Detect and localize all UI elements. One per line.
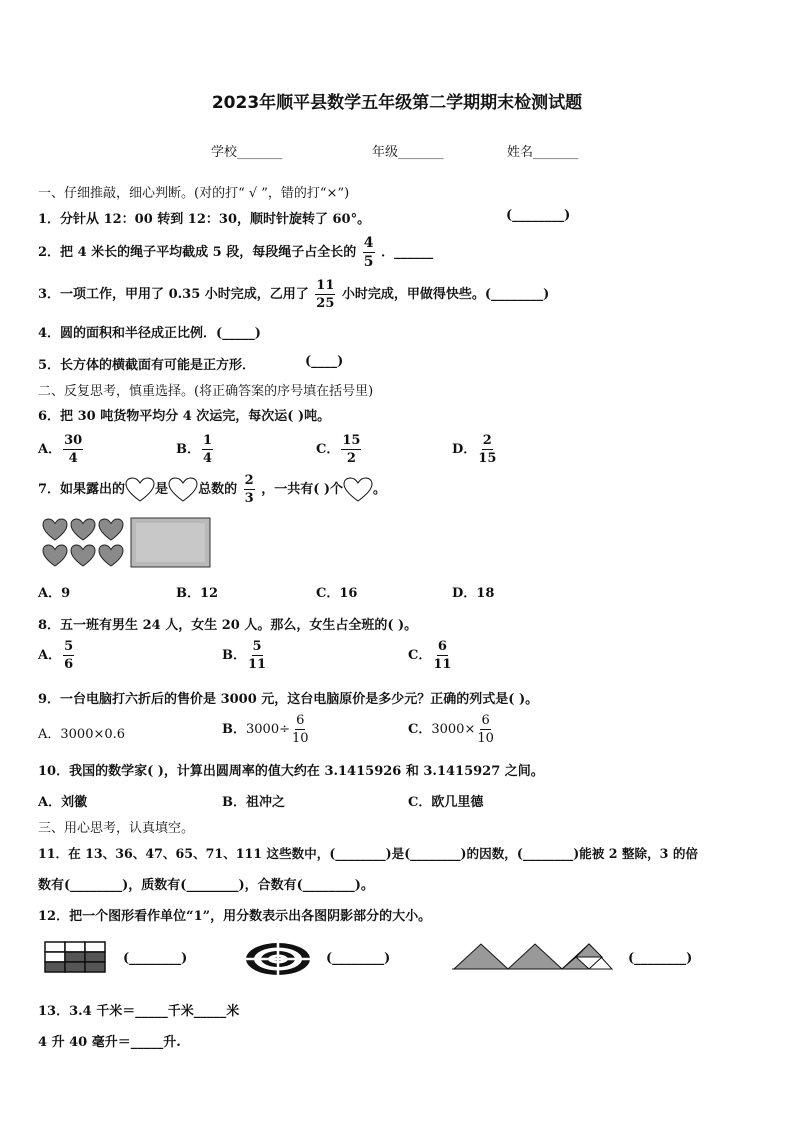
section-3-heading: 三、用心思考，认真填空。 bbox=[38, 821, 195, 836]
heart-icon bbox=[125, 477, 155, 503]
question-2 bbox=[38, 236, 433, 269]
section-1-heading: 一、仔细推敲，细心判断。(对的打“ √ ”，错的打“×”) bbox=[38, 186, 350, 201]
question-3-post: 小时完成，甲做得快些。(________) bbox=[341, 287, 550, 302]
question-13-line-1: 13．3.4 千米＝_____千米_____米 bbox=[38, 1004, 240, 1019]
question-12-grid-figure bbox=[44, 941, 108, 975]
question-12-blank-3: (________) bbox=[628, 951, 693, 966]
question-6-option-d: D． $\frac{2}{15}$ bbox=[452, 433, 497, 466]
question-1-blank: (________) bbox=[506, 208, 571, 223]
question-10-option-a: A．刘徽 bbox=[38, 795, 88, 810]
question-10: 10．我国的数学家( )，计算出圆周率的值大约在 3.1415926 和 3.1415927 之间。 bbox=[38, 764, 544, 779]
question-3-fraction: $\frac{11}{25}$ bbox=[316, 278, 335, 311]
question-6-option-a: A． $\frac{30}{4}$ bbox=[38, 433, 83, 466]
question-1: 1．分针从 12：00 转到 12：30，顺时针旋转了 60°。 bbox=[38, 212, 371, 227]
question-5-blank: (____) bbox=[305, 354, 344, 369]
question-12: 12．把一个图形看作单位“1”，用分数表示出各图阴影部分的大小。 bbox=[38, 909, 432, 924]
question-9-option-a: A．3000×0.6 bbox=[38, 727, 126, 742]
question-7: 7．如果露出的 是 总数的 $\frac{2}{3}$ ，一共有( )个 。 bbox=[38, 473, 387, 506]
question-8-option-b: B． $\frac{5}{11}$ bbox=[222, 639, 267, 672]
question-2-post: ．______ bbox=[381, 245, 434, 260]
question-11-line-1: 11．在 13、36、47、65、71、111 这些数中，(________)是(________)的因数，(________)能被 2 整除，3 的倍 bbox=[38, 846, 699, 861]
question-12-triangles-figure bbox=[450, 941, 614, 973]
question-13-line-2: 4 升 40 毫升＝_____升. bbox=[38, 1035, 181, 1050]
question-8: 8．五一班有男生 24 人，女生 20 人。那么，女生占全班的( )。 bbox=[38, 618, 418, 633]
question-9-option-c: C．3000× $\frac{6}{10}$ bbox=[408, 713, 494, 746]
question-9-option-b: B．3000÷ $\frac{6}{10}$ bbox=[222, 713, 309, 746]
page-title: 2023年顺平县数学五年级第二学期期末检测试题 bbox=[211, 93, 583, 113]
question-4: 4．圆的面积和半径成正比例．(_____) bbox=[38, 326, 261, 341]
name-field: 姓名_______ bbox=[507, 145, 579, 160]
question-11-line-2: 数有(________)，质数有(________)，合数有(________)。 bbox=[38, 878, 374, 893]
school-field: 学校_______ bbox=[211, 145, 283, 160]
question-7-hearts-figure bbox=[40, 516, 215, 571]
question-5: 5．长方体的横截面有可能是正方形． bbox=[38, 358, 256, 373]
question-2-pre: 2．把 4 米长的绳子平均截成 5 段，每段绳子占全长的 bbox=[38, 245, 357, 260]
question-8-option-c: C． $\frac{6}{11}$ bbox=[408, 639, 452, 672]
question-12-blank-1: (________) bbox=[123, 951, 188, 966]
question-12-target-figure bbox=[244, 941, 312, 977]
question-10-option-c: C．欧几里德 bbox=[408, 795, 484, 810]
question-8-option-a: A． $\frac{5}{6}$ bbox=[38, 639, 74, 672]
question-10-option-b: B．祖冲之 bbox=[222, 795, 285, 810]
question-7-fraction: $\frac{2}{3}$ bbox=[244, 473, 254, 506]
question-7-option-d: D．18 bbox=[452, 586, 495, 601]
question-3-pre: 3．一项工作，甲用了 0.35 小时完成，乙用了 bbox=[38, 287, 309, 302]
question-12-blank-2: (________) bbox=[326, 951, 391, 966]
heart-icon bbox=[343, 477, 373, 503]
question-7-option-a: A．9 bbox=[38, 586, 71, 601]
question-7-option-b: B．12 bbox=[176, 586, 219, 601]
question-6-option-c: C． $\frac{15}{2}$ bbox=[316, 433, 361, 466]
question-6: 6．把 30 吨货物平均分 4 次运完，每次运( )吨。 bbox=[38, 409, 331, 424]
question-3 bbox=[38, 279, 549, 310]
question-2-fraction: $\frac{4}{5}$ bbox=[363, 235, 374, 270]
grade-field: 年级_______ bbox=[372, 145, 444, 160]
heart-icon bbox=[168, 477, 198, 503]
question-6-option-b: B． $\frac{1}{4}$ bbox=[176, 433, 213, 466]
question-9: 9．一台电脑打六折后的售价是 3000 元，这台电脑原价是多少元？正确的列式是( )。 bbox=[38, 692, 539, 707]
question-7-option-c: C．16 bbox=[316, 586, 358, 601]
section-2-heading: 二、反复思考，慎重选择。(将正确答案的序号填在括号里) bbox=[38, 384, 374, 399]
